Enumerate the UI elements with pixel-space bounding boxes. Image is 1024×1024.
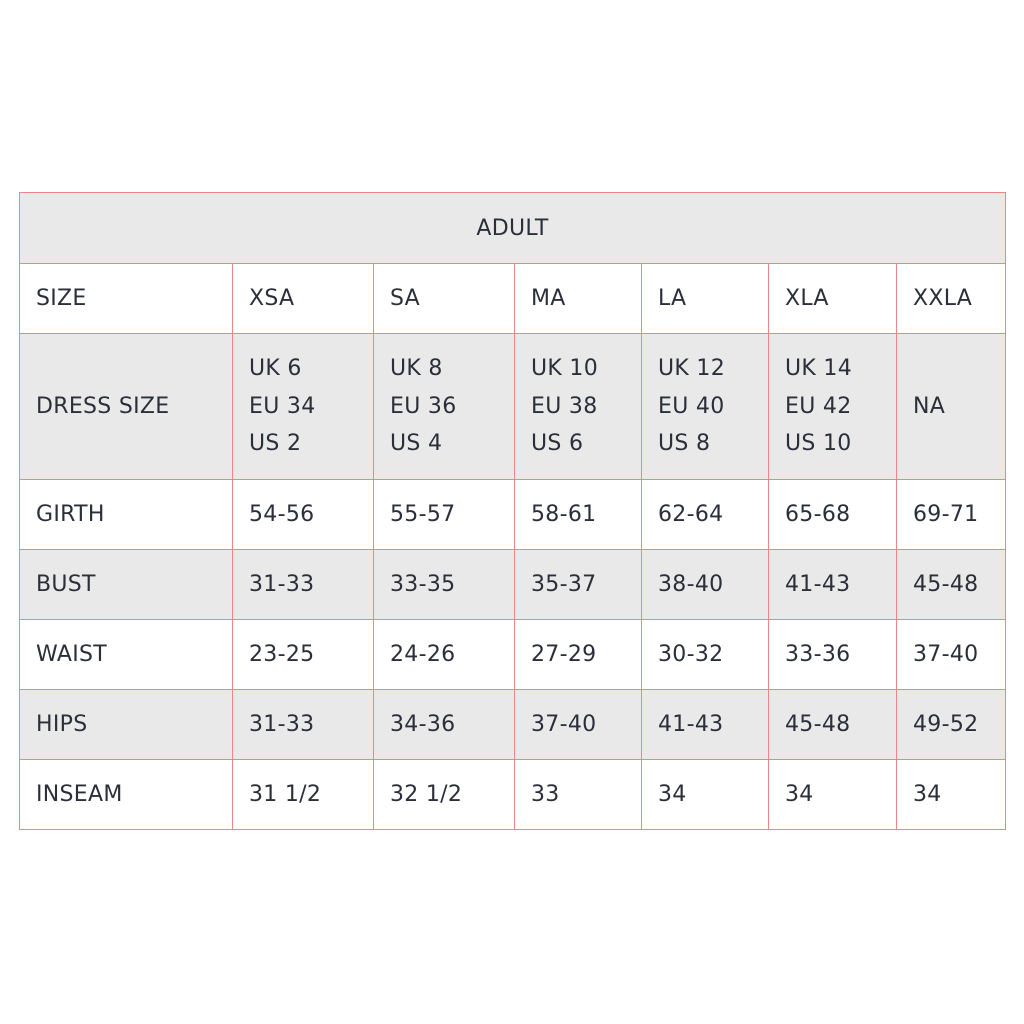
row-label: GIRTH (20, 480, 233, 550)
table-cell: 45-48 (769, 690, 897, 760)
table-cell: 69-71 (897, 480, 1006, 550)
dress-size-us: US 6 (531, 431, 584, 457)
dress-size-eu: EU 40 (658, 393, 725, 419)
size-table (19, 192, 1006, 830)
dress-size-us: US 4 (390, 431, 443, 457)
table-cell: 31 1/2 (233, 760, 374, 830)
table-cell: 37-40 (515, 690, 642, 760)
row-label: BUST (20, 550, 233, 620)
table-cell: 65-68 (769, 480, 897, 550)
dress-size-row (20, 334, 1006, 480)
table-cell: 31-33 (233, 690, 374, 760)
size-header-cell: XSA (233, 264, 374, 334)
table-cell: 31-33 (233, 550, 374, 620)
dress-size-uk: UK 12 (658, 356, 726, 382)
row-label: DRESS SIZE (20, 334, 233, 480)
table-cell: 34 (769, 760, 897, 830)
table-cell: 55-57 (374, 480, 515, 550)
dress-size-cell (897, 334, 1006, 480)
dress-size-uk: UK 14 (785, 356, 853, 382)
row-label: WAIST (20, 620, 233, 690)
table-cell: 62-64 (642, 480, 769, 550)
dress-size-uk: UK 8 (390, 356, 443, 382)
table-row-hips (20, 690, 1006, 760)
table-row-waist (20, 620, 1006, 690)
table-cell: 37-40 (897, 620, 1006, 690)
dress-size-us: US 8 (658, 431, 711, 457)
row-label: SIZE (20, 264, 233, 334)
dress-size-eu: EU 34 (249, 393, 316, 419)
table-cell: 38-40 (642, 550, 769, 620)
table-cell: 34 (897, 760, 1006, 830)
table-title: ADULT (20, 193, 1006, 264)
table-row-bust (20, 550, 1006, 620)
table-cell: 23-25 (233, 620, 374, 690)
size-chart (19, 192, 1005, 830)
table-cell: 41-43 (769, 550, 897, 620)
table-cell: 33-36 (769, 620, 897, 690)
table-cell: 45-48 (897, 550, 1006, 620)
dress-size-uk: UK 10 (531, 356, 599, 382)
dress-size-cell (642, 334, 769, 480)
dress-size-cell (374, 334, 515, 480)
dress-size-us: US 2 (249, 431, 302, 457)
size-header-row (20, 264, 1006, 334)
table-cell: 33 (515, 760, 642, 830)
table-cell: 33-35 (374, 550, 515, 620)
table-cell: 34-36 (374, 690, 515, 760)
table-row-inseam (20, 760, 1006, 830)
table-cell: 49-52 (897, 690, 1006, 760)
dress-size-us: US 10 (785, 431, 852, 457)
row-label: HIPS (20, 690, 233, 760)
title-row (20, 193, 1006, 264)
row-label: INSEAM (20, 760, 233, 830)
size-header-cell: LA (642, 264, 769, 334)
size-header-cell: XXLA (897, 264, 1006, 334)
size-header-cell: XLA (769, 264, 897, 334)
dress-size-cell (515, 334, 642, 480)
table-cell: 58-61 (515, 480, 642, 550)
table-cell: 30-32 (642, 620, 769, 690)
size-header-cell: MA (515, 264, 642, 334)
table-cell: 34 (642, 760, 769, 830)
size-header-cell: SA (374, 264, 515, 334)
dress-size-eu: EU 38 (531, 393, 598, 419)
table-row-girth (20, 480, 1006, 550)
table-cell: 32 1/2 (374, 760, 515, 830)
table-cell: 27-29 (515, 620, 642, 690)
table-cell: 54-56 (233, 480, 374, 550)
dress-size-uk: UK 6 (249, 356, 302, 382)
table-cell: 41-43 (642, 690, 769, 760)
table-cell: 24-26 (374, 620, 515, 690)
dress-size-eu: EU 36 (390, 393, 457, 419)
dress-size-na: NA (913, 393, 946, 419)
table-cell: 35-37 (515, 550, 642, 620)
dress-size-cell (233, 334, 374, 480)
dress-size-eu: EU 42 (785, 393, 852, 419)
dress-size-cell (769, 334, 897, 480)
